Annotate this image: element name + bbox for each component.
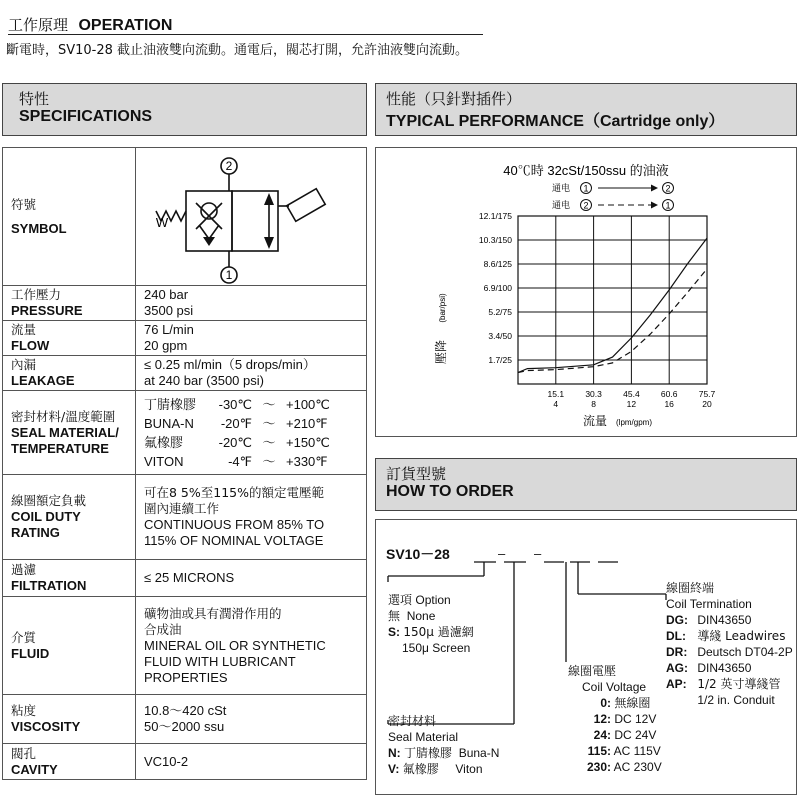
coil-label-zh: 線圈額定負載: [11, 493, 87, 508]
x-tick-label-lpm: 45.4: [623, 389, 640, 399]
seal-temp-sep: ～: [262, 434, 276, 450]
symbol-label-en: SYMBOL: [11, 220, 67, 236]
seal-label-zh: 密封材料/溫度範圍: [11, 408, 116, 424]
termination-text: Deutsch DT04-2P: [697, 645, 793, 659]
filtration-label-en: FILTRATION: [11, 578, 87, 593]
spec-row-pressure: [3, 286, 367, 321]
voltage-item: [581, 695, 650, 711]
fluid-value-en-3: PROPERTIES: [144, 669, 228, 685]
termination-text: DIN43650: [697, 661, 752, 675]
termination-item: [666, 676, 780, 692]
seal-code: V:: [388, 762, 400, 776]
flow-label-en: FLOW: [11, 338, 50, 353]
y-axis-label: 壓降: [434, 339, 448, 365]
fluid-value-en-1: MINERAL OIL OR SYNTHETIC: [144, 637, 326, 653]
y-tick-label: 10.3/150: [478, 235, 512, 245]
voltage-item: [581, 743, 661, 759]
fluid-value-zh-1: 礦物油或具有潤滑作用的: [144, 605, 282, 621]
order-box: [375, 519, 797, 795]
coil-value-en-1: CONTINUOUS FROM 85% TO: [144, 517, 325, 532]
x-tick-label-gpm: 12: [626, 399, 637, 409]
performance-chart-box: [375, 147, 797, 437]
seal-temp-low: -20℃: [218, 434, 252, 450]
option-code: S:: [388, 625, 400, 639]
option-item-none: [388, 608, 435, 624]
voltage-text: AC 230V: [613, 760, 662, 774]
legend-prefix: 通电: [552, 200, 571, 210]
flow-value-lpm: 76 L/min: [144, 322, 194, 337]
legend-arrow: [651, 202, 658, 209]
y-axis-unit: (bar/psi): [438, 293, 447, 323]
fluid-label-zh: 介質: [11, 629, 37, 645]
option-text-zh: 150μ 過濾網: [403, 625, 474, 639]
specifications-header-en: SPECIFICATIONS: [19, 108, 153, 125]
voltage-text: 無線圈: [614, 696, 651, 710]
termination-code: DR:: [666, 645, 688, 659]
viscosity-value-cst: 10.8～420 cSt: [144, 703, 227, 718]
chart-title: 40℃時 32cSt/150ssu 的油液: [503, 163, 669, 178]
seal-temp-row: [144, 395, 366, 414]
dash-1: –: [498, 546, 506, 561]
termination-text: 1/2 in. Conduit: [697, 693, 775, 707]
legend-from-port: 1: [583, 183, 589, 194]
voltage-code: 230:: [586, 760, 611, 774]
seal-temp-sep: ～: [262, 415, 276, 431]
voltage-text: DC 12V: [614, 712, 657, 726]
viscosity-label-zh: 粘度: [11, 703, 37, 718]
seal-text-zh: 氟橡膠: [402, 762, 439, 776]
symbol-port-1: 1: [225, 267, 233, 282]
termination-title-en: Coil Termination: [666, 597, 752, 611]
voltage-code: 0:: [600, 696, 611, 710]
symbol-port-2: 2: [225, 158, 233, 173]
y-tick-label: 6.9/100: [483, 283, 512, 293]
performance-chart: [376, 148, 796, 436]
seal-item-n: [388, 745, 499, 761]
leakage-value: ≤ 0.25 ml/min（5 drops/min）: [144, 357, 316, 372]
coil-label-en-1: COIL DUTY: [11, 509, 81, 524]
x-tick-label-lpm: 75.7: [698, 389, 716, 399]
termination-item: [666, 644, 793, 660]
seal-temp-sep: ～: [262, 453, 276, 469]
x-axis-unit: (lpm/gpm): [616, 418, 653, 427]
spec-row-coil: [3, 475, 367, 560]
voltage-item: [581, 727, 656, 743]
voltage-item: [581, 711, 656, 727]
seal-label-en-2: TEMPERATURE: [11, 440, 109, 456]
x-tick-label-gpm: 20: [702, 399, 712, 409]
seal-temp-row: [144, 414, 366, 433]
x-tick-label-lpm: 60.6: [660, 389, 678, 399]
specifications-table: [2, 147, 367, 780]
dash-2: –: [534, 546, 542, 561]
x-tick-label-gpm: 8: [591, 399, 596, 409]
fluid-label-en: FLUID: [11, 645, 50, 661]
y-tick-label: 3.4/50: [488, 331, 512, 341]
leakage-label-en: LEAKAGE: [11, 373, 75, 388]
voltage-item: [581, 759, 662, 775]
voltage-code: 115:: [587, 744, 611, 758]
seal-temp-high: +100℃: [286, 396, 330, 412]
termination-text: 導綫 Leadwires: [697, 629, 786, 643]
seal-temp-name: 丁腈橡膠: [144, 396, 197, 412]
specifications-header-zh: 特性: [19, 90, 50, 108]
seal-temp-high: +330℉: [286, 453, 328, 469]
seal-text-en: Viton: [455, 762, 483, 776]
operation-heading: [8, 14, 483, 35]
termination-item: [666, 628, 785, 644]
seal-temp-low: -4℉: [228, 453, 252, 469]
seal-temp-row: [144, 452, 366, 471]
symbol-spring-letter: W: [155, 214, 169, 230]
seal-text-en: Buna-N: [458, 746, 500, 760]
coil-label-en-2: RATING: [11, 525, 60, 540]
specifications-header: [2, 83, 367, 136]
seal-temp-name: 氟橡膠: [144, 434, 184, 450]
y-tick-label: 8.6/125: [483, 259, 512, 269]
viscosity-label-en: VISCOSITY: [11, 719, 81, 734]
spec-row-filtration: [3, 560, 367, 597]
order-header: [375, 458, 797, 511]
spec-row-flow: [3, 321, 367, 356]
performance-header-en: TYPICAL PERFORMANCE（Cartridge only）: [386, 113, 725, 130]
series-line-solid: [518, 238, 707, 372]
spec-row-fluid: [3, 597, 367, 695]
flow-label-zh: 流量: [11, 322, 37, 337]
seal-title-en: Seal Material: [388, 730, 459, 744]
order-header-en: HOW TO ORDER: [386, 483, 514, 500]
order-model: SV10－28: [386, 546, 450, 562]
operation-description: 斷電時，SV10-28 截止油液雙向流動。通電后，閥芯打開，允許油液雙向流動。: [6, 43, 469, 58]
leakage-condition: at 240 bar (3500 psi): [144, 373, 264, 388]
x-tick-label-gpm: 4: [553, 399, 559, 409]
spec-row-seal: [3, 391, 367, 475]
voltage-code: 24:: [593, 728, 611, 742]
operation-title-zh: 工作原理: [8, 16, 69, 34]
option-title-zh: 選項: [388, 593, 413, 607]
spec-row-symbol: [3, 148, 367, 286]
filtration-value: ≤ 25 MICRONS: [144, 570, 235, 585]
operation-title-en: OPERATION: [78, 17, 173, 34]
termination-code: AG:: [666, 661, 688, 675]
seal-temp-high: +210℉: [286, 415, 328, 431]
seal-temp-row: [144, 433, 366, 452]
y-tick-label: 12.1/175: [478, 211, 512, 221]
pressure-label-zh: 工作壓力: [11, 287, 62, 302]
legend-to-port: 1: [665, 200, 671, 211]
legend-from-port: 2: [583, 200, 589, 211]
plot-frame: [518, 216, 707, 384]
cavity-label-zh: 閥孔: [11, 745, 37, 761]
termination-item: [666, 612, 751, 628]
seal-temp-sep: ～: [262, 396, 276, 412]
option-item-screen: [388, 624, 474, 640]
fluid-value-zh-2: 合成油: [144, 621, 182, 637]
legend-to-port: 2: [665, 183, 671, 194]
x-tick-label-lpm: 30.3: [585, 389, 602, 399]
seal-temp-low: -20℉: [220, 415, 252, 431]
seal-temp-name: BUNA-N: [144, 415, 194, 431]
fluid-value-en-2: FLUID WITH LUBRICANT: [144, 653, 296, 669]
x-tick-label-lpm: 15.1: [547, 389, 565, 399]
option-title: [388, 592, 451, 608]
voltage-text: AC 115V: [613, 744, 661, 758]
seal-code: N:: [388, 746, 401, 760]
flow-value-gpm: 20 gpm: [144, 338, 188, 353]
termination-item: [666, 692, 775, 708]
pressure-label-en: PRESSURE: [11, 303, 83, 318]
voltage-code: 12:: [593, 712, 611, 726]
performance-header-zh: 性能（只針對插件）: [386, 90, 522, 108]
option-item-screen-en: 150μ Screen: [402, 641, 471, 655]
coil-value-en-2: 115% OF NOMINAL VOLTAGE: [144, 533, 324, 548]
cavity-value: VC10-2: [144, 753, 189, 769]
x-axis-label: 流量: [582, 414, 608, 428]
valve-symbol: [136, 149, 366, 285]
voltage-title-en: Coil Voltage: [582, 680, 647, 694]
seal-temp-name: VITON: [144, 453, 184, 469]
performance-header: [375, 83, 797, 136]
voltage-title-zh: 線圈電壓: [568, 664, 617, 678]
spec-row-viscosity: [3, 695, 367, 744]
legend-arrow: [651, 185, 658, 192]
spec-row-leakage: [3, 356, 367, 391]
seal-item-v: [388, 761, 483, 777]
seal-temp-low: -30℃: [218, 396, 252, 412]
termination-code: AP:: [666, 677, 687, 691]
viscosity-value-ssu: 50～2000 ssu: [144, 719, 225, 734]
seal-temp-high: +150℃: [286, 434, 330, 450]
termination-code: DG:: [666, 613, 688, 627]
seal-text-zh: 丁腈橡膠: [404, 746, 453, 760]
termination-title-zh: 線圈終端: [666, 581, 715, 595]
y-tick-label: 5.2/75: [488, 307, 512, 317]
order-header-zh: 訂貨型號: [386, 465, 447, 483]
termination-code: DL:: [666, 629, 686, 643]
coil-value-zh-2: 圍內連續工作: [144, 501, 220, 516]
termination-text: 1/2 英寸導綫管: [697, 677, 781, 691]
voltage-text: DC 24V: [614, 728, 657, 742]
filtration-label-zh: 過濾: [11, 562, 37, 577]
option-text-en: None: [406, 609, 436, 623]
symbol-label-zh: 符號: [11, 196, 37, 212]
x-tick-label-gpm: 16: [664, 399, 674, 409]
seal-title-zh: 密封材料: [388, 714, 437, 728]
pressure-value-bar: 240 bar: [144, 287, 189, 302]
option-code: 無: [388, 609, 401, 623]
termination-text: DIN43650: [697, 613, 752, 627]
cavity-label-en: CAVITY: [11, 761, 58, 777]
leakage-label-zh: 內漏: [11, 357, 37, 372]
option-title-en: Option: [415, 593, 451, 607]
termination-item: [666, 660, 751, 676]
coil-value-zh-1: 可在8 5%至115%的額定電壓範: [144, 485, 324, 500]
spec-row-cavity: [3, 744, 367, 780]
y-tick-label: 1.7/25: [488, 355, 512, 365]
pressure-value-psi: 3500 psi: [144, 303, 194, 318]
legend-prefix: 通电: [552, 183, 571, 193]
seal-label-en-1: SEAL MATERIAL/: [11, 424, 119, 440]
